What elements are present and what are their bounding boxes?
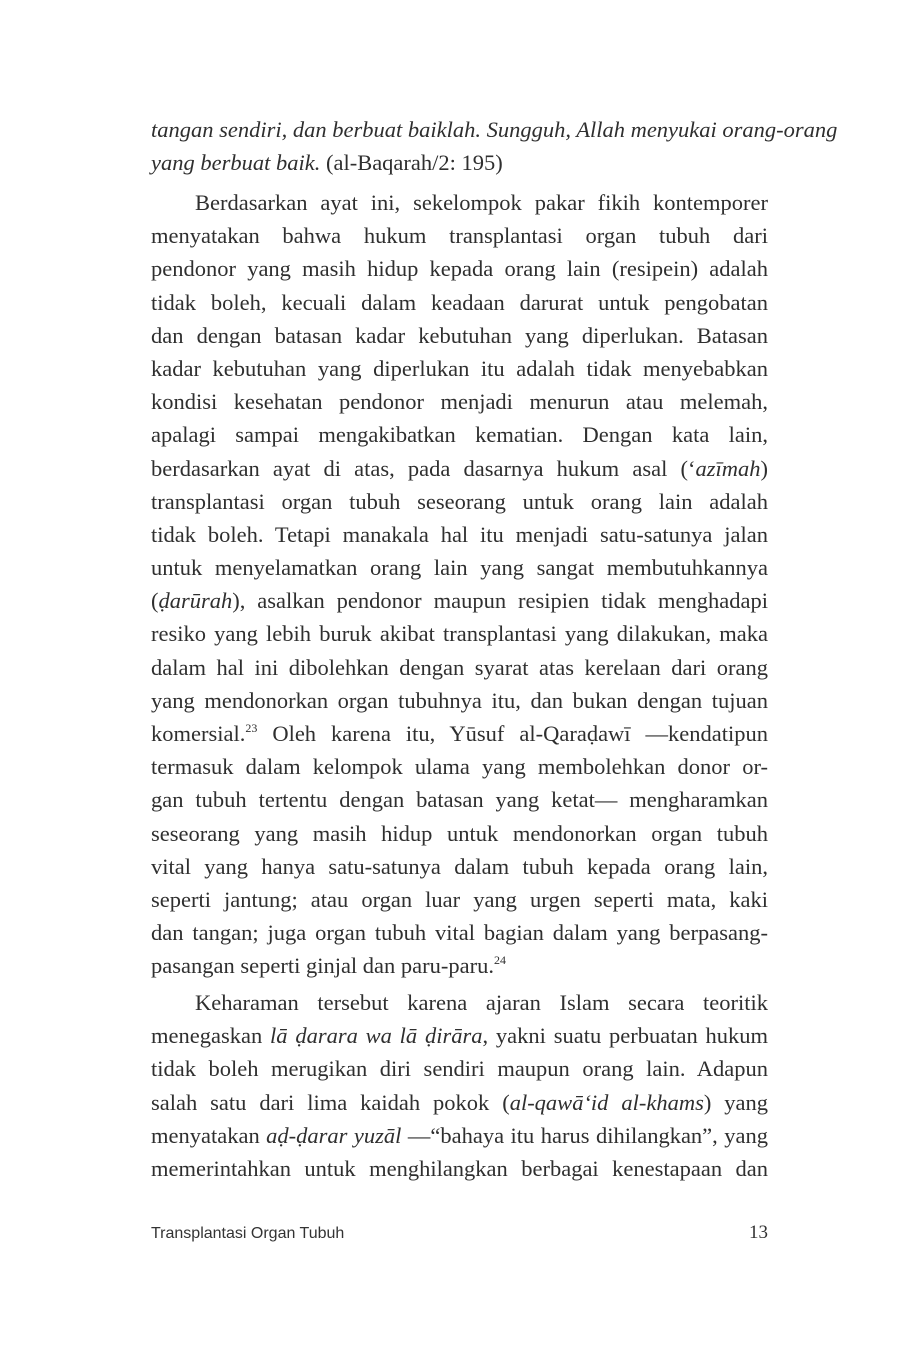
term-azimah: azīmah [695, 455, 761, 481]
p1-line: Berdasarkan ayat ini, sekelompok pakar fikih kontemporer [195, 190, 768, 215]
term-la-darara: lā ḍarara wa lā ḍirāra [270, 1023, 483, 1049]
p1-line: menyatakan bahwa hukum transplantasi organ tubuh dari [151, 223, 768, 249]
quran-quote [151, 113, 838, 179]
p1-text: Oleh karena itu, Yūsuf al-Qaraḍawī —kendatipun [257, 721, 768, 746]
p1-text: pasangan seperti ginjal dan paru-paru. [151, 953, 494, 979]
p1-line: tidak boleh. Tetapi manakala hal itu menjadi satu-satunya jalan [151, 521, 768, 547]
p2-line: tidak boleh merugikan diri sendiri maupun orang lain. Adapun [151, 1056, 768, 1082]
term-darurah: ḍarūrah [158, 588, 233, 614]
p1-line [151, 584, 768, 617]
quote-line-1: tangan sendiri, dan berbuat baiklah. Sungguh, Allah menyukai orang-orang [151, 117, 838, 142]
p1-line [151, 452, 768, 485]
p1-line: resiko yang lebih buruk akibat transplantasi yang dilakukan, maka [151, 621, 768, 647]
p1-line: gan tubuh tertentu dengan batasan yang ketat— mengharamkan [151, 787, 768, 813]
quote-reference: (al-Baqarah/2: 195) [320, 150, 503, 176]
p1-line [151, 949, 768, 982]
page-number: 13 [749, 1222, 768, 1243]
p2-text: , yakni suatu perbuatan hukum [482, 1023, 768, 1049]
p1-line: transplantasi organ tubuh seseorang untuk orang lain adalah [151, 488, 768, 514]
p2-text: —“bahaya itu harus dihilangkan”, yang [401, 1122, 768, 1148]
p2-line: Keharaman tersebut karena ajaran Islam secara teoritik [195, 990, 768, 1015]
p1-line: dan tangan; juga organ tubuh vital bagian dalam yang berpasang- [151, 920, 768, 946]
p1-line: tidak boleh, kecuali dalam keadaan darurat untuk pengobatan [151, 289, 768, 315]
paragraph-1 [151, 186, 768, 983]
running-title: Transplantasi Organ Tubuh [151, 1225, 345, 1242]
p1-text: berdasarkan ayat di atas, pada dasarnya hukum asal (‘ [151, 455, 696, 481]
term-ad-darar: aḍ-ḍarar yuzāl [266, 1122, 402, 1148]
p1-line: kondisi kesehatan pendonor menjadi menurun atau melemah, [151, 389, 768, 415]
p1-line: dan dengan batasan kadar kebutuhan yang diperlukan. Batasan [151, 322, 768, 348]
p1-line: seperti jantung; atau organ luar yang urgen seperti mata, kaki [151, 886, 768, 912]
p1-text: ), asalkan pendonor maupun resipien tidak menghadapi [232, 588, 768, 614]
p1-line: yang mendonorkan organ tubuhnya itu, dan bukan dengan tujuan [151, 687, 768, 713]
p2-text: menegaskan [151, 1023, 271, 1049]
p1-line: pendonor yang masih hidup kepada orang lain (resipein) adalah [151, 256, 768, 282]
p2-text: ) yang [703, 1089, 768, 1115]
quote-line-2 [151, 146, 768, 179]
page-footer [151, 1222, 768, 1244]
p2-line: memerintahkan untuk menghilangkan berbagai kenestapaan dan [151, 1155, 768, 1181]
p2-text: menyatakan [151, 1122, 267, 1148]
p1-line: seseorang yang masih hidup untuk mendonorkan organ tubuh [151, 820, 768, 846]
p1-line: kadar kebutuhan yang diperlukan itu adalah tidak menyebabkan [151, 355, 768, 381]
footnote-ref-23[interactable]: 23 [245, 721, 258, 735]
p2-line [151, 1086, 768, 1119]
quote-italic: yang berbuat baik. [151, 150, 321, 176]
p2-line [151, 1019, 768, 1052]
paragraph-2 [151, 986, 768, 1185]
p2-line [151, 1119, 768, 1152]
p1-line: vital yang hanya satu-satunya dalam tubuh kepada orang lain, [151, 853, 768, 879]
term-qawaid-khams: al-qawā‘id al-khams [509, 1089, 704, 1115]
p1-line [151, 717, 768, 750]
p1-line: apalagi sampai mengakibatkan kematian. Dengan kata lain, [151, 422, 768, 448]
p1-line: dalam hal ini dibolehkan dengan syarat atas kerelaan dari orang [151, 654, 768, 680]
p1-line: untuk menyelamatkan orang lain yang sangat membutuhkannya [151, 555, 768, 581]
p2-text: salah satu dari lima kaidah pokok ( [151, 1089, 510, 1115]
p1-text: ) [760, 455, 768, 481]
p1-text: ( [151, 588, 159, 614]
p1-line: termasuk dalam kelompok ulama yang membolehkan donor or- [151, 754, 768, 780]
footnote-ref-24[interactable]: 24 [494, 953, 506, 968]
p1-text: komersial. [151, 721, 246, 746]
